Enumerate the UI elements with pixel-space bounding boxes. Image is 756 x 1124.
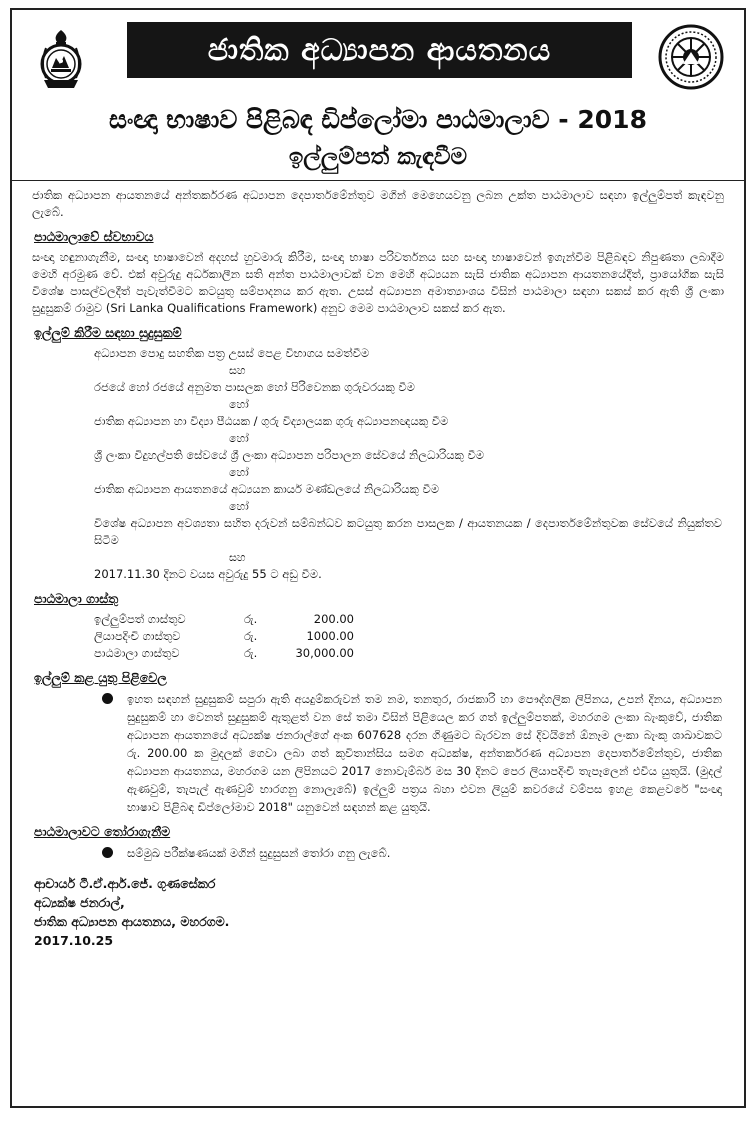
- fee-amount: 30,000.00: [295, 646, 354, 660]
- notice-date: 2017.10.25: [34, 933, 114, 948]
- fee-amount: 200.00: [313, 612, 354, 626]
- qualification-connector: හෝ: [229, 500, 249, 513]
- bullet-icon: [102, 847, 113, 858]
- procedure-text: ඉහත සඳහන් සුදුසුකම් සපුරා ඇති අයදුම්කරුවන් තම නම, තනතුර, රාජකාරි හා පෞද්ගලික ලිපිනය, උපන් දිනය, අධ්‍යාපන සුදුසුකම් හා වෙනත් සුදුසුකම් ඇතුළත් වන සේ තමා විසින් පිළියෙල කර ගත් ඉල්ලුම්පතක්, මහරගම ලංකා බැංකුවේ, ජාතික අධ්‍යාපන ආයතනයේ අධ්‍යක්ෂ ජනරාල්ගේ අංක 607628 දරන ගිණුමට බැරවන සේ දිවයිනේ ඕනෑම ලංකා බැංකු ශාඛාවකට රු. 200.00 ක මුදලක් ගෙවා ලබා ගත් කුවිතාන්සිය සමග අධ්‍යක්ෂ, අන්තර්කරණ අධ්‍යාපන දෙපාර්තමේන්තුව, ජාතික අධ්‍යාපන ආයතනය, මහරගම යන ලිපිනයට 2017 නොවැම්බර් මස 30 දිනට පෙර ලියාපදිංචි තැපෑලෙන් එවිය යුතුයි. (මුදල් ඇණවුම්, තැපැල් ඇණවුම් භාරගනු නොලැබේ) ඉල්ලුම් පත්‍රය බහා එවන ලියුම් කවරයේ වම්පස ඉහළ කෙළවරේ "සංඥා භාෂාව පිළිබඳ ඩිප්ලෝමාව 2018" යනුවෙන් සඳහන් කළ යුතුයි.: [127, 692, 722, 814]
- selection-heading: පාඨමාලාවට තෝරාගැනීම: [34, 824, 171, 839]
- intro-text: ජාතික අධ්‍යාපන ආයතනයේ අන්තර්කරණ අධ්‍යාපන දෙපාර්තමේන්තුව මගින් මෙහෙයවනු ලබන උක්ත පාඨමාලාව සඳහා ඉල්ලුම්පත් කැඳවනු ලැබේ.: [32, 188, 724, 219]
- qualification-item: ජාතික අධ්‍යාපන හා විද්‍යා පීඨයක / ගුරු විද්‍යාලයක ගුරු අධ්‍යාපනඥයකු වීම: [94, 414, 449, 428]
- header: [22, 10, 734, 90]
- fees-table: [94, 611, 734, 662]
- qualification-item: ශ්‍රී ලංකා විදුහල්පති සේවයේ ශ්‍රී ලංකා අධ්‍යාපන පරිපාලන සේවයේ නිලධාරියකු වීම: [94, 448, 485, 462]
- fee-unit: රු.: [244, 646, 258, 660]
- fee-label: ලියාපදිංචි ගාස්තුව: [94, 629, 181, 643]
- fee-amount: 1000.00: [306, 629, 354, 643]
- qualification-connector: හෝ: [229, 466, 249, 479]
- qualification-connector: හෝ: [229, 432, 249, 445]
- signatory-org: ජාතික අධ්‍යාපන ආයතනය, මහරගම.: [34, 914, 230, 929]
- fee-label: පාඨමාලා ගාස්තුව: [94, 646, 180, 660]
- institute-banner: ජාතික අධ්‍යාපන ආයතනය: [127, 22, 632, 78]
- qualification-item: විශේෂ අධ්‍යාපන අවශ්‍යතා සහිත දරුවන් සම්බන්ධව කටයුතු කරන පාසලක / ආයතනයක / දෙපාර්තමේන්තුවක සේවයේ නියුක්තව සිටීම: [94, 516, 722, 547]
- page-title: සංඥා භාෂාව පිළිබඳ ඩිප්ලෝමා පාඨමාලාව - 2018: [109, 105, 647, 134]
- qualification-item: 2017.11.30 දිනට වයස අවුරුදු 55 ට අඩු වීම.: [94, 567, 322, 581]
- procedure-heading: ඉල්ලුම් කළ යුතු පිළිවෙල: [34, 670, 167, 685]
- qualifications-heading: ඉල්ලුම් කිරීම සඳහා සුදුසුකම්: [34, 325, 182, 340]
- qualification-item: අධ්‍යාපන පොදු සහතික පත්‍ර උසස් පෙළ විභාගය සමත්වීම: [94, 346, 370, 360]
- selection-text: සම්මුඛ පරීක්ෂණයක් මගින් සුදුසුසන් තෝරා ගනු ලැබේ.: [127, 846, 391, 860]
- nature-heading: පාඨමාලාවේ ස්වභාවය: [34, 229, 154, 244]
- signature-block: [34, 874, 734, 950]
- bullet-icon: [102, 693, 113, 704]
- qualification-item: ජාතික අධ්‍යාපන ආයතනයේ අධ්‍යයන කාර්ය මණ්ඩලයේ නිලධාරියකු වීම: [94, 482, 440, 496]
- nature-text: සංඥා හඳුනාගැනීම, සංඥා භාෂාවෙන් අදහස් හුවමාරු කිරීම, සංඥා භාෂා පරිවර්තනය සහ සංඥා භාෂාවෙන් ඉගැන්වීම පිළිබඳව නිපුණතා ලබාදීම මෙහි අරමුණ වේ. එක් අවුරුදු අර්ධකාලීන සති අන්ත පාඨමාලාවක් වන මෙහි අධ්‍යයන සැසි ජාතික අධ්‍යාපන ආයතනයේදීත්, ප්‍රායෝගික සැසි විශේෂ පාසල්වලදීත් පැවැත්වීමට කටයුතු සම්පාදනය කර ඇත. උසස් අධ්‍යාපන අමාත්‍යාංශය විසින් පාඨමාලා සඳහා සකස් කර ඇති ශ්‍රී ලංකා සුදුසුකම් රාමුව (Sri Lanka Qualifications Framework) අනුව මෙම පාඨමාලාව සකස් කර ඇත.: [32, 250, 724, 315]
- qualification-connector: හෝ: [229, 398, 249, 411]
- fees-heading: පාඨමාලා ගාස්තු: [34, 591, 119, 606]
- signatory-title: අධ්‍යක්ෂ ජනරාල්,: [34, 895, 125, 910]
- nie-logo-icon: [658, 24, 724, 90]
- qualification-item: රජයේ හෝ රජයේ අනුමත පාසලක හෝ පිරිවෙනක ගුරුවරයකු වීම: [94, 380, 415, 394]
- divider: [12, 180, 744, 181]
- advertisement-page: [10, 8, 746, 1108]
- qualifications-list: [94, 345, 734, 583]
- fee-row: [94, 611, 734, 628]
- qualification-connector: සහ: [229, 364, 246, 377]
- page-subtitle: ඉල්ලුම්පත් කැඳවීම: [288, 144, 468, 170]
- selection-item: [102, 844, 722, 862]
- procedure-item: [102, 690, 722, 816]
- fee-unit: රු.: [244, 629, 258, 643]
- fee-unit: රු.: [244, 612, 258, 626]
- fee-label: ඉල්ලුම්පත් ගාස්තුව: [94, 612, 186, 626]
- fee-row: [94, 628, 734, 645]
- sri-lanka-emblem-icon: [36, 28, 86, 90]
- signatory-name: ආචාර්ය ටී.ඒ.ආර්.ජේ. ගුණසේකර: [34, 876, 216, 891]
- fee-row: [94, 645, 734, 662]
- qualification-connector: සහ: [229, 551, 246, 564]
